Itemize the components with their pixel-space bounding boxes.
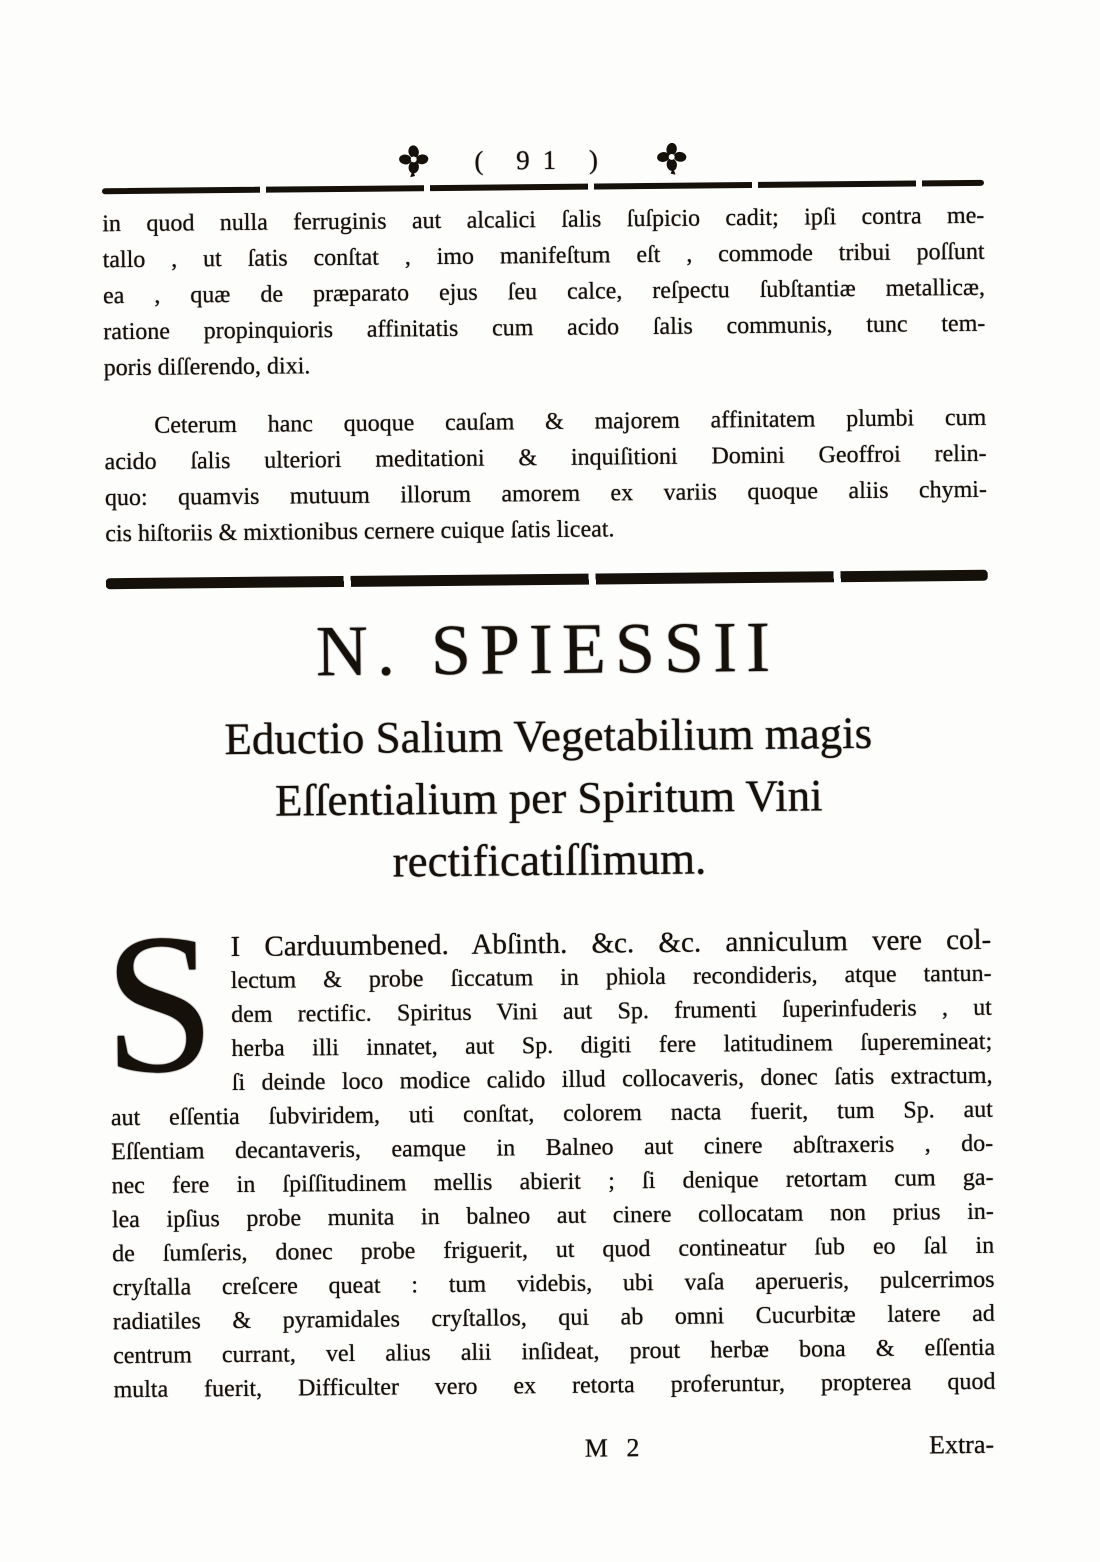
body-line: multa fuerit, Difficulter vero ex retorta proferuntur, propterea quod: [113, 1368, 996, 1404]
paragraph-line: cis hiſtoriis & mixtionibus cernere cuique ſatis liceat.: [105, 516, 615, 548]
body-line: ſi deinde loco modice calido illud collocaveris, donec ſatis extractum,: [231, 1062, 993, 1097]
body-line: aut eſſentia ſubviridem, uti conſtat, colorem nacta fuerit, tum Sp. aut: [110, 1096, 993, 1132]
paragraph-2: [104, 400, 987, 552]
fleuron-left-icon: [398, 145, 428, 177]
body-line: I Carduumbened. Abſinth. &c. &c. anniculum vere col-: [230, 923, 992, 964]
body-line: de ſumſeris, donec probe friguerit, ut quod contineatur ſub eo ſal in: [112, 1232, 995, 1268]
body-line: dem rectific. Spiritus Vini aut Sp. frumenti ſuperinfuderis , ut: [231, 994, 993, 1029]
subtitle-line: Eductio Salium Vegetabilium magis: [224, 707, 873, 765]
body-line: radiatiles & pyramidales cryſtallos, qui ab omni Cucurbitæ latere ad: [112, 1300, 995, 1336]
page-header: [102, 136, 984, 184]
body-line: lectum & probe ſiccatum in phiola recondideris, atque tantun-: [230, 960, 992, 995]
dropcap-initial: S: [102, 893, 217, 1116]
body-line: Eſſentiam decantaveris, eamque in Balneo aut cinere abſtraxeris , do-: [111, 1130, 994, 1166]
body-line: lea ipſius probe munita in balneo aut cinere collocatam non prius in-: [111, 1198, 994, 1234]
fleuron-right-icon: [657, 143, 687, 175]
section-title: N. SPIESSII: [315, 606, 780, 692]
paragraph-line: tallo , ut ſatis conſtat , imo manifeſtum eſt , commode tribui poſſunt: [102, 238, 985, 274]
catchword: Extra-: [928, 1429, 995, 1460]
page-number: ( 91 ): [474, 143, 612, 176]
signature-mark: M 2: [584, 1433, 646, 1463]
section-subtitle: [107, 701, 991, 895]
body-line: nec fere in ſpiſſitudinem mellis abierit ; ſi denique retortam cum ga-: [111, 1164, 994, 1200]
paragraph-line: quo: quamvis mutuum illorum amorem ex variis quoque aliis chymi-: [104, 476, 988, 512]
paragraph-line: ratione propinquioris affinitatis cum acido ſalis communis, tunc tem-: [103, 310, 986, 346]
subtitle-line: rectificatiſſimum.: [392, 833, 707, 887]
body-line: cryſtalla creſcere queat : tum videbis, ubi vaſa aperueris, pulcerrimos: [112, 1266, 995, 1302]
paragraph-line: in quod nulla ferruginis aut alcalici ſalis ſuſpicio cadit; ipſi contra me-: [102, 202, 985, 238]
paragraph-line: poris diſſerendo, dixi.: [103, 353, 311, 382]
section-divider-rule: [106, 570, 988, 589]
body-line: centrum currant, vel alius alii inſideat, prout herbæ bona & eſſentia: [113, 1334, 996, 1370]
paragraph-line: acido ſalis ulteriori meditationi & inquiſitioni Domini Geoffroi relin-: [104, 440, 987, 476]
body-line: herba illi innatet, aut Sp. digiti fere latitudinem ſuperemineat;: [231, 1028, 993, 1063]
page-footer: [114, 1427, 996, 1475]
paragraph-line: ea , quæ de præparato ejus ſeu calce, reſpectu ſubſtantiæ metallicæ,: [102, 274, 986, 310]
body-paragraph: [102, 893, 996, 1407]
paragraph-line: Ceterum hanc quoque cauſam & majorem affinitatem plumbi cum: [154, 404, 987, 439]
paragraph-1: [102, 198, 986, 386]
subtitle-line: Eſſentialium per Spiritum Vini: [274, 770, 823, 826]
